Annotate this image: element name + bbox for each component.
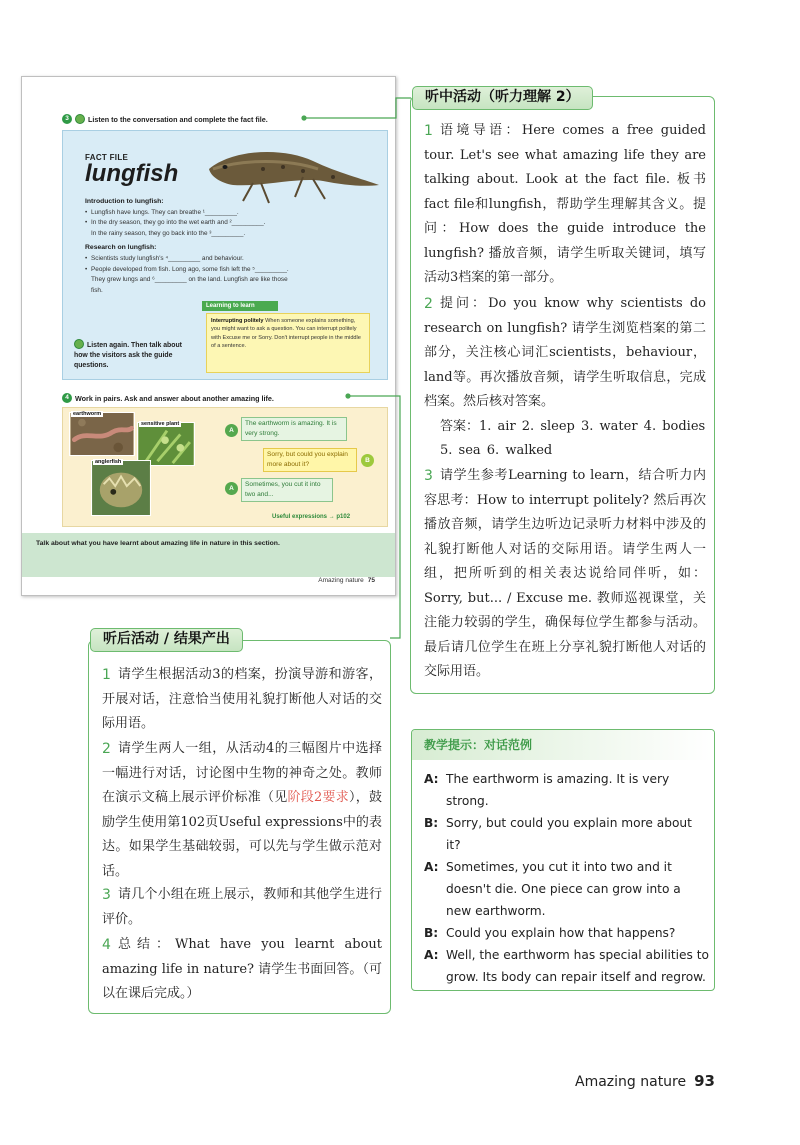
listen-again-text: Listen again. Then talk about how the visitors ask the guide questions.	[74, 342, 182, 369]
speaker-a-avatar: A	[225, 424, 238, 437]
research-heading: Research on lungfish:	[85, 244, 157, 252]
step-text: 请几个小组在班上展示，教师和其他学生进行评价。	[102, 887, 382, 927]
fact-file-label: FACT FILE	[85, 153, 129, 162]
fact-file-name: lungfish	[85, 160, 179, 187]
dialogue-line	[424, 856, 709, 922]
textbook-page-number: 75	[367, 577, 375, 584]
step-text: 提问：Do you know why scientists do research on lungfish? 请学生浏览档案的第二部分，关注核心词汇scientists，behaviour，land等。再次播放音频，请学生听取信息，完成档案。然后核对答案。	[424, 296, 706, 409]
textbook-footer-title: Amazing nature	[318, 577, 364, 584]
post-listening-box	[88, 640, 391, 1014]
learning-to-learn-tab: Learning to learn	[202, 301, 278, 311]
step-text: 请学生根据活动3的档案，扮演导游和游客，开展对话，注意恰当使用礼貌打断他人对话的交际用语。	[102, 667, 382, 731]
post-listening-step-1	[102, 663, 382, 737]
intro-item: • Lungfish have lungs. They can breathe ¹_________.	[85, 208, 335, 219]
speech-bubble-1: The earthworm is amazing. It is very strong.	[241, 417, 347, 441]
answers-line-2: 5. sea 6. walked	[440, 443, 553, 458]
textbook-page-thumbnail	[21, 76, 396, 596]
post-listening-tab: 听后活动 / 结果产出	[90, 628, 243, 652]
while-listening-step-2	[424, 292, 706, 464]
teaching-tip-heading: 教学提示：对话范例	[412, 730, 714, 760]
exercise-3-heading	[62, 114, 268, 124]
step-number: 1	[102, 667, 111, 683]
step-number: 3	[424, 468, 433, 484]
pair-work-box	[62, 407, 388, 527]
dialogue-speaker: A:	[424, 860, 439, 874]
step-text-part: ），鼓励学生使用第102页Useful expressions中的表达。如果学生基础较弱，可以先与学生做示范对话。	[102, 790, 382, 879]
learning-to-learn-heading: Interrupting politely	[211, 318, 264, 324]
page-footer-title: Amazing nature	[575, 1074, 687, 1090]
exercise-4-instruction: Work in pairs. Ask and answer about another amazing life.	[75, 393, 274, 403]
fact-file-title	[85, 153, 178, 186]
photo-label-earthworm: earthworm	[73, 411, 102, 417]
dialogue-speaker: B:	[424, 926, 439, 940]
while-listening-step-1	[424, 119, 706, 291]
step-text: 语境导语：Here comes a free guided tour. Let's see what amazing life they are talking about. Look at the fact file. 板书fact file和lungfish，帮助学生理解其含义。提问：How does the guide introduce the lungfish? 播放音频，请学生听取关键词，填写活动3档案的第一部分。	[424, 123, 706, 285]
intro-item-continued: In the rainy season, they go back into the ³_________.	[91, 229, 246, 237]
earthworm-photo	[69, 412, 135, 456]
post-listening-step-2	[102, 737, 382, 884]
while-listening-box	[410, 96, 715, 694]
step-text: 总结：What have you learnt about amazing life in nature? 请学生书面回答。（可以在课后完成。）	[102, 937, 382, 1001]
exercise-4-heading	[62, 393, 274, 403]
dialogue-speaker: A:	[424, 948, 439, 962]
dialogue-line	[424, 812, 709, 856]
intro-heading: Introduction to lungfish:	[85, 198, 164, 205]
textbook-footer	[318, 577, 375, 584]
page-number: 93	[694, 1072, 715, 1090]
step-text	[102, 737, 382, 884]
dialogue-speaker: A:	[424, 772, 439, 786]
anglerfish-photo	[91, 460, 151, 516]
dialogue-text: Well, the earthworm has special abilities to grow. Its body can repair itself and regrow.	[446, 948, 709, 984]
learning-to-learn-box	[206, 313, 370, 373]
step-number: 4	[102, 937, 111, 953]
step-number: 2	[102, 741, 111, 757]
exercise-number-badge: 3	[62, 114, 72, 124]
listening-icon	[74, 339, 84, 349]
dialogue-text: Sorry, but could you explain more about it?	[446, 816, 692, 852]
post-listening-step-4	[102, 933, 382, 1007]
listen-again-instruction	[74, 339, 192, 371]
speaker-b-avatar: B	[361, 454, 374, 467]
sample-dialogue	[424, 768, 709, 988]
step-number: 2	[424, 296, 433, 312]
dialogue-line	[424, 922, 709, 944]
exercise-number-badge: 4	[62, 393, 72, 403]
answers-line-1: 答案：1. air 2. sleep 3. water 4. bodies	[440, 418, 706, 434]
photo-label-anglerfish: anglerfish	[95, 459, 122, 465]
talk-about-band: Talk about what you have learnt about amazing life in nature in this section.	[22, 533, 395, 577]
step-text-part: 请学生两人一组，从活动4的三幅图片中选择一幅进行对话，讨论图中生物的神奇之处。教师在演示文稿上展示评价标准（见	[102, 741, 382, 805]
speaker-a-avatar: A	[225, 482, 238, 495]
step-number: 3	[102, 887, 111, 903]
dialogue-text: The earthworm is amazing. It is very strong.	[446, 772, 670, 808]
listening-icon	[75, 114, 85, 124]
step-text: 请学生参考Learning to learn，结合听力内容思考：How to interrupt politely? 然后再次播放音频，请学生边听边记录听力材料中涉及的礼貌打断他人对话的交际用语。请学生两人一组，把所听到的相关表达说给同伴听，如：Sorry, but... / Excuse me. 教师巡视课堂，关注能力较弱的学生，确保每位学生都参与活动。最后请几位学生在班上分享礼貌打断他人对话的交际用语。	[424, 468, 706, 679]
dialogue-text: Sometimes, you cut it into two and it doesn't die. One piece can grow into a new earthworm.	[446, 860, 681, 918]
while-listening-step-3	[424, 464, 706, 685]
page-footer	[575, 1072, 715, 1090]
teaching-tip-box	[411, 729, 715, 991]
stage-2-requirements-highlight: 阶段2要求	[287, 790, 349, 805]
dialogue-line	[424, 944, 709, 988]
research-item: • People developed from fish. Long ago, some fish left the ⁵_________. They grew lungs and ⁶_________ on the land. Lungfish are like those fish.	[85, 265, 300, 297]
speech-bubble-3: Sometimes, you cut it into two and...	[241, 478, 333, 502]
exercise-3-instruction: Listen to the conversation and complete the fact file.	[88, 114, 268, 124]
dialogue-speaker: B:	[424, 816, 439, 830]
post-listening-step-3	[102, 883, 382, 932]
dialogue-text: Could you explain how that happens?	[446, 926, 676, 940]
while-listening-tab: 听中活动（听力理解 2）	[412, 86, 593, 110]
research-item: • Scientists study lungfish's ⁴_________ and behaviour.	[85, 254, 335, 265]
learning-to-learn-text: When someone explains something, you might want to ask a question. You can interrupt politely with Excuse me or Sorry. Don't interrupt people in the middle of a sentence.	[211, 318, 361, 350]
dialogue-line	[424, 768, 709, 812]
fact-file-text	[85, 193, 335, 296]
step-number: 1	[424, 123, 433, 139]
intro-item: • In the dry season, they go into the wet earth and ²_________.	[85, 218, 335, 229]
speech-bubble-2: Sorry, but could you explain more about it?	[263, 448, 357, 472]
photo-label-plant: sensitive plant	[141, 421, 180, 427]
useful-expressions-link: Useful expressions → p102	[272, 514, 351, 520]
